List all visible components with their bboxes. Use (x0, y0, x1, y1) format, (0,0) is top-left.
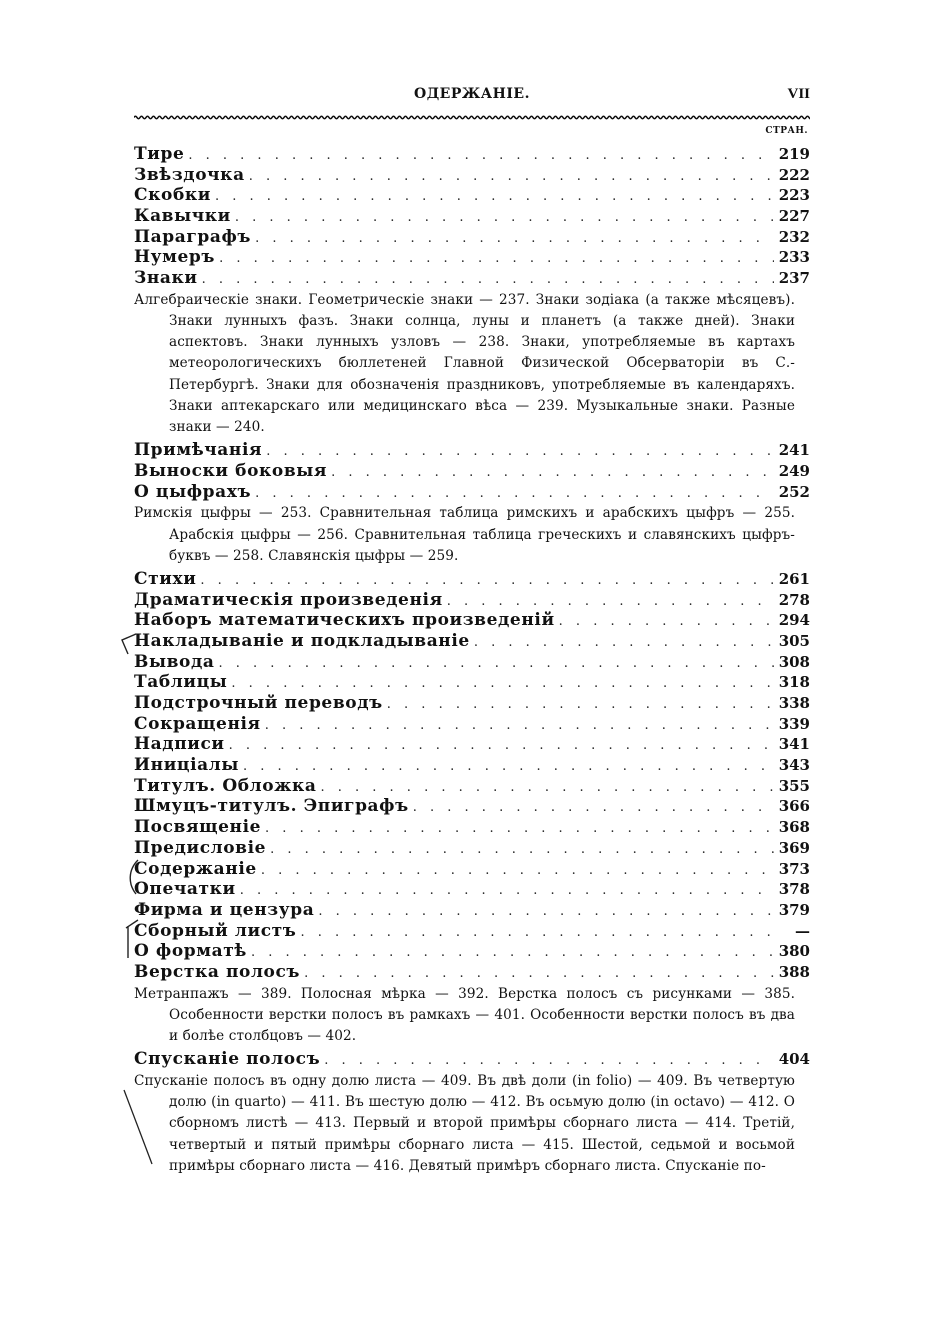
table-of-contents (134, 144, 810, 1179)
toc-entry-page: 278 (778, 590, 810, 609)
dot-leader (231, 674, 774, 695)
toc-entry-title: Стихи (134, 568, 197, 589)
dot-leader (215, 187, 774, 208)
dot-leader (474, 633, 774, 654)
toc-entry-page: 318 (778, 673, 810, 692)
toc-group-1 (134, 144, 810, 289)
pencil-mark-icon (120, 918, 142, 962)
toc-entry-title: Наборъ математическихъ произведеній (134, 610, 555, 631)
toc-entry-page: 343 (778, 756, 810, 775)
toc-entry-title: Содержаніе (134, 858, 257, 879)
toc-entry (134, 247, 810, 268)
dot-leader (255, 484, 774, 505)
dot-leader (243, 757, 774, 778)
toc-description: Спусканіе полосъ въ одну долю листа — 409. Въ двѣ доли (in folio) — 409. Въ четвертую долю (in quarto) — 411. Въ шестую долю — 412. Въ осьмую долю (in octavo) — 412. О сборномъ листѣ — 413. Первый и второй примѣры сборнаго листа — 414. Третій, четвертый и пятый примѣры сборнаго листа — 415. Шестой, седьмой и восьмой примѣры сборнаго листа — 416. Девятый примѣръ сборнаго листа. Спусканіе по- (134, 1072, 795, 1174)
toc-entry (134, 672, 810, 693)
dot-leader (331, 463, 774, 484)
toc-entry (134, 879, 810, 900)
toc-entry-page: 219 (778, 145, 810, 163)
dot-leader (251, 943, 774, 964)
dot-leader (318, 902, 774, 923)
dot-leader (200, 571, 774, 592)
dot-leader (219, 249, 774, 270)
toc-entry (134, 817, 810, 838)
toc-entry-page: 249 (778, 461, 810, 480)
toc-entry-title: О цыфрахъ (134, 481, 252, 502)
toc-entry (134, 859, 810, 880)
toc-entry-page: 227 (778, 207, 810, 226)
dot-leader (265, 716, 774, 737)
dot-leader (188, 146, 774, 167)
toc-entry (134, 1049, 810, 1070)
toc-group-4 (134, 1049, 810, 1070)
running-head-title: ОДЕРЖАНІЕ. (414, 86, 530, 102)
toc-entry-page: 338 (778, 694, 810, 713)
page-column-label: СТРАН. (765, 126, 808, 136)
toc-entry-page: 404 (778, 1050, 810, 1069)
toc-entry (134, 461, 810, 482)
dot-leader (447, 592, 774, 613)
toc-entry (134, 652, 810, 673)
dot-leader (324, 1051, 774, 1072)
dot-leader (304, 964, 774, 985)
pencil-mark-icon (122, 858, 142, 898)
toc-entry-title: Параграфъ (134, 226, 252, 247)
toc-entry (134, 569, 810, 590)
toc-entry-page: 237 (778, 269, 810, 288)
toc-entry-title: Нумеръ (134, 247, 216, 268)
toc-entry-page: 369 (778, 838, 810, 857)
toc-entry-title: Тире (134, 144, 185, 164)
toc-entry (134, 144, 810, 165)
dot-leader (559, 612, 774, 633)
toc-entry-page: 223 (778, 186, 810, 205)
toc-group-2 (134, 440, 810, 502)
dot-leader (235, 208, 774, 229)
toc-entry-page: 380 (778, 942, 810, 961)
toc-entry-page: 308 (778, 652, 810, 671)
toc-entry-page: 355 (778, 776, 810, 795)
toc-entry (134, 693, 810, 714)
dot-leader (387, 695, 774, 716)
toc-entry (134, 796, 810, 817)
dot-leader (265, 819, 774, 840)
toc-entry-page: 373 (778, 859, 810, 878)
pencil-mark-icon (118, 630, 140, 656)
toc-entry-title: Верстка полосъ (134, 961, 301, 982)
toc-entry (134, 206, 810, 227)
toc-entry-page: 379 (778, 900, 810, 919)
toc-entry (134, 962, 810, 983)
toc-entry-title: Фирма и цензура (134, 899, 315, 920)
toc-entry-title: О форматѣ (134, 941, 247, 962)
toc-entry-page: 294 (778, 611, 810, 630)
toc-entry-page: 339 (778, 714, 810, 733)
toc-entry-title: Драматическія произведенія (134, 589, 443, 610)
toc-entry (134, 440, 810, 461)
toc-entry (134, 734, 810, 755)
toc-entry (134, 838, 810, 859)
pencil-mark-icon (116, 1088, 156, 1168)
toc-entry (134, 590, 810, 611)
toc-entry-page: 252 (778, 482, 810, 501)
toc-entry-page: 341 (778, 735, 810, 754)
toc-entry (134, 921, 810, 942)
dot-leader (270, 840, 774, 861)
toc-entry-page: 388 (778, 962, 810, 981)
toc-entry (134, 268, 810, 289)
dot-leader (229, 736, 774, 757)
toc-entry-title: Вывода (134, 651, 215, 672)
toc-entry (134, 900, 810, 921)
toc-entry-title: Иниціалы (134, 755, 239, 776)
toc-entry (134, 714, 810, 735)
toc-entry (134, 165, 810, 186)
toc-entry-page: 305 (778, 631, 810, 650)
toc-entry-title: Примѣчанія (134, 440, 263, 461)
toc-entry (134, 227, 810, 248)
toc-description: Метранпажъ — 389. Полосная мѣрка — 392. Верстка полосъ съ рисунками — 385. Особенности верстки полосъ въ рамкахъ — 401. Особенности верстки полосъ въ два и болѣе столбцовъ — 402. (134, 985, 795, 1045)
toc-entry-title: Знаки (134, 268, 198, 289)
toc-entry-title: Выноски боковыя (134, 460, 328, 481)
page-number: VII (787, 86, 810, 102)
toc-group-3 (134, 569, 810, 983)
dot-leader (255, 229, 774, 250)
toc-entry-title: Звѣздочка (134, 164, 245, 185)
toc-entry-title: Опечатки (134, 879, 236, 900)
dot-leader (413, 798, 774, 819)
toc-entry-page: 233 (778, 248, 810, 267)
toc-description: Алгебраическіе знаки. Геометрическіе знаки — 237. Знаки зодіака (а также мѣсяцевъ). Знаки лунныхъ фазъ. Знаки солнца, луны и планетъ (а также дней). Знаки аспектовъ. Знаки лунныхъ узловъ — 238. Знаки, употребляемые въ картахъ метеорологическихъ бюллетеней Главной Физической Обсерваторіи въ С.-Петербургѣ. Знаки для обозначенія праздниковъ, употребляемые въ календаряхъ. Знаки аптекарскаго или медицинскаго вѣса — 239. Музыкальные знаки. Разные знаки — 240. (134, 291, 795, 436)
toc-entry (134, 482, 810, 503)
toc-entry-title: Кавычки (134, 206, 231, 227)
toc-entry-page: 222 (778, 165, 810, 184)
toc-entry-title: Сборный листъ (134, 920, 297, 941)
toc-entry-title: Надписи (134, 734, 225, 755)
toc-entry-title: Предисловіе (134, 837, 267, 858)
toc-entry (134, 941, 810, 962)
toc-entry-title: Таблицы (134, 672, 228, 693)
toc-entry-title: Шмуцъ-титулъ. Эпиграфъ (134, 796, 409, 817)
dot-leader (320, 778, 774, 799)
running-head (134, 86, 810, 106)
toc-entry-page: 368 (778, 818, 810, 837)
toc-description: Римскія цыфры — 253. Сравнительная таблица римскихъ и арабскихъ цыфръ — 255. Арабскія цыфры — 256. Сравнительная таблица греческихъ и славянскихъ цыфръ-буквъ — 258. Славянскія цыфры — 259. (134, 505, 795, 564)
toc-entry-title: Посвященіе (134, 817, 262, 838)
dot-leader (219, 654, 774, 675)
toc-entry-title: Спусканіе полосъ (134, 1049, 321, 1070)
toc-entry (134, 185, 810, 206)
toc-entry-page: — (795, 921, 810, 940)
toc-entry-page: 241 (778, 441, 810, 460)
wavy-rule (134, 114, 810, 121)
dot-leader (300, 923, 774, 944)
toc-entry-title: Скобки (134, 185, 211, 206)
toc-entry-title: Накладываніе и подкладываніе (134, 630, 470, 651)
dot-leader (240, 881, 774, 902)
toc-entry-title: Сокращенія (134, 713, 261, 734)
dot-leader (202, 270, 774, 291)
toc-entry (134, 755, 810, 776)
toc-entry-title: Титулъ. Обложка (134, 775, 317, 796)
dot-leader (266, 442, 774, 463)
toc-entry-page: 378 (778, 880, 810, 899)
toc-entry (134, 776, 810, 797)
dot-leader (261, 861, 774, 882)
toc-entry (134, 631, 810, 652)
toc-entry-page: 261 (778, 569, 810, 588)
dot-leader (249, 167, 774, 188)
toc-entry-title: Подстрочный переводъ (134, 693, 383, 714)
toc-entry-page: 366 (778, 797, 810, 816)
toc-entry (134, 610, 810, 631)
toc-entry-page: 232 (778, 227, 810, 246)
